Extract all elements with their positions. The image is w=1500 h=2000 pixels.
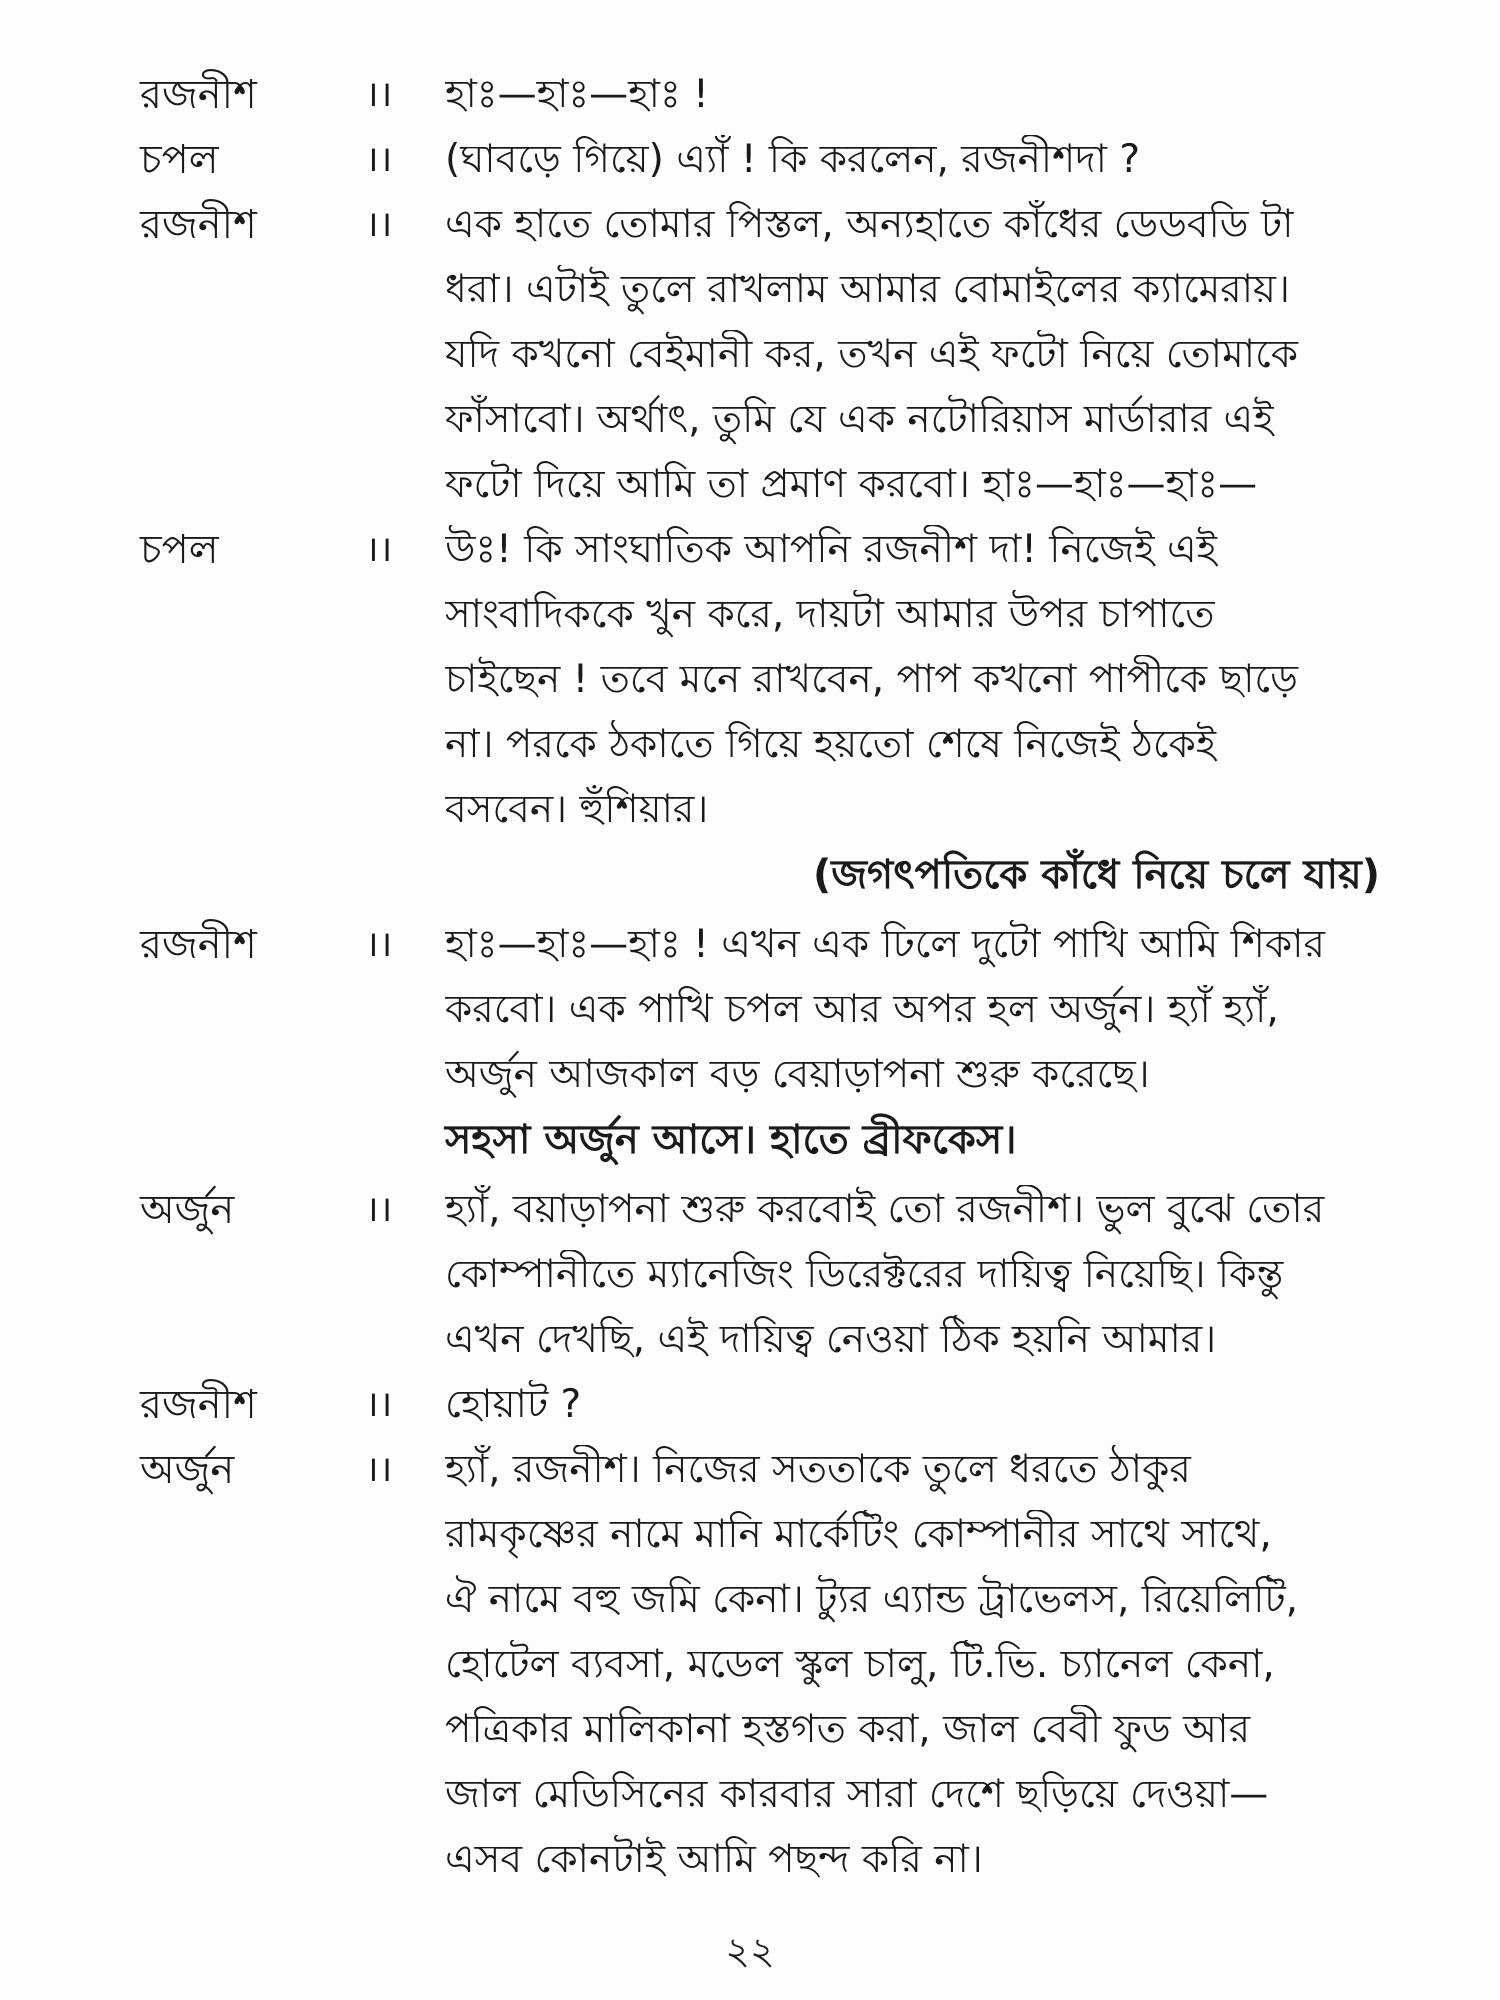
dialogue-line: বসবেন। হুঁশিয়ার। xyxy=(445,787,709,832)
speaker-separator: ।। xyxy=(365,529,393,570)
dialogue-line: পত্রিকার মালিকানা হস্তগত করা, জাল বেবী ফুড আর xyxy=(445,1707,1251,1752)
speaker-separator: ।। xyxy=(365,1384,393,1425)
speaker-separator: ।। xyxy=(365,204,393,245)
dialogue-line: যদি কখনো বেইমানী কর, তখন এই ফটো নিয়ে তোমাকে xyxy=(445,332,1299,377)
speaker-separator: ।। xyxy=(365,139,393,180)
dialogue-line: জাল মেডিসিনের কারবার সারা দেশে ছড়িয়ে দেওয়া— xyxy=(445,1772,1269,1817)
dialogue-line: করবো। এক পাখি চপল আর অপর হল অর্জুন। হ্যাঁ হ্যাঁ, xyxy=(445,987,1279,1032)
dialogue-line: এক হাতে তোমার পিস্তল, অন্যহাতে কাঁধের ডেডবডি টা xyxy=(445,202,1294,247)
speaker-separator: ।। xyxy=(365,1449,393,1490)
speaker-name: অর্জুন xyxy=(140,1187,235,1233)
speaker-name: চপল xyxy=(140,137,219,183)
speaker-separator: ।। xyxy=(365,1189,393,1230)
dialogue-line: চাইছেন ! তবে মনে রাখবেন, পাপ কখনো পাপীকে ছাড়ে xyxy=(445,657,1298,702)
speaker-name: রজনীশ xyxy=(140,1382,257,1428)
dialogue-line: হাঃ—হাঃ—হাঃ ! xyxy=(445,72,709,117)
dialogue-line: না। পরকে ঠকাতে গিয়ে হয়তো শেষে নিজেই ঠকেই xyxy=(445,722,1217,767)
speaker-name: রজনীশ xyxy=(140,202,257,248)
dialogue-line: হ্যাঁ, রজনীশ। নিজের সততাকে তুলে ধরতে ঠাকুর xyxy=(445,1447,1191,1492)
page-number: ২২ xyxy=(725,1929,775,1973)
speaker-name: চপল xyxy=(140,527,219,573)
speaker-name: রজনীশ xyxy=(140,922,257,968)
dialogue-line: রামকৃষ্ণের নামে মানি মার্কেটিং কোম্পানীর সাথে সাথে, xyxy=(445,1512,1272,1557)
dialogue-line: হাঃ—হাঃ—হাঃ ! এখন এক ঢিলে দুটো পাখি আমি শিকার xyxy=(445,922,1325,967)
speaker-separator: ।। xyxy=(365,924,393,965)
dialogue-line: হ্যাঁ, বয়াড়াপনা শুরু করবোই তো রজনীশ। ভুল বুঝে তোর xyxy=(445,1187,1325,1232)
stage-direction: (জগৎপতিকে কাঁধে নিয়ে চলে যায়) xyxy=(812,852,1380,898)
dialogue-line: কোম্পানীতে ম্যানেজিং ডিরেক্টরের দায়িত্ব নিয়েছি। কিন্তু xyxy=(445,1252,1284,1297)
dialogue-line: অর্জুন আজকাল বড় বেয়াড়াপনা শুরু করেছে। xyxy=(445,1052,1150,1097)
speaker-name: রজনীশ xyxy=(140,72,257,118)
dialogue-line: সাংবাদিককে খুন করে, দায়টা আমার উপর চাপাতে xyxy=(445,592,1215,637)
dialogue-line: (ঘাবড়ে গিয়ে) এ্যাঁ ! কি করলেন, রজনীশদা ? xyxy=(445,137,1141,182)
speaker-separator: ।। xyxy=(365,74,393,115)
dialogue-line: এসব কোনটাই আমি পছন্দ করি না। xyxy=(445,1837,983,1882)
stage-direction: সহসা অর্জুন আসে। হাতে ব্রীফকেস। xyxy=(445,1117,1017,1163)
speaker-name: অর্জুন xyxy=(140,1447,235,1493)
dialogue-line: এখন দেখছি, এই দায়িত্ব নেওয়া ঠিক হয়নি আমার। xyxy=(445,1317,1217,1362)
dialogue-line: ধরা। এটাই তুলে রাখলাম আমার বোমাইলের ক্যামেরায়। xyxy=(445,267,1290,312)
dialogue-line: উঃ! কি সাংঘাতিক আপনি রজনীশ দা! নিজেই এই xyxy=(445,527,1217,572)
dialogue-line: ঐ নামে বহু জমি কেনা। ট্যুর এ্যান্ড ট্রাভেলস, রিয়েলিটি, xyxy=(445,1577,1299,1622)
dialogue-line: ফটো দিয়ে আমি তা প্রমাণ করবো। হাঃ—হাঃ—হাঃ— xyxy=(445,462,1258,507)
dialogue-line: হোয়াট ? xyxy=(445,1382,582,1427)
dialogue-line: ফাঁসাবো। অর্থাৎ, তুমি যে এক নটোরিয়াস মার্ডারার এই xyxy=(445,397,1274,442)
dialogue-line: হোটেল ব্যবসা, মডেল স্কুল চালু, টি.ভি. চ্যানেল কেনা, xyxy=(445,1642,1275,1687)
